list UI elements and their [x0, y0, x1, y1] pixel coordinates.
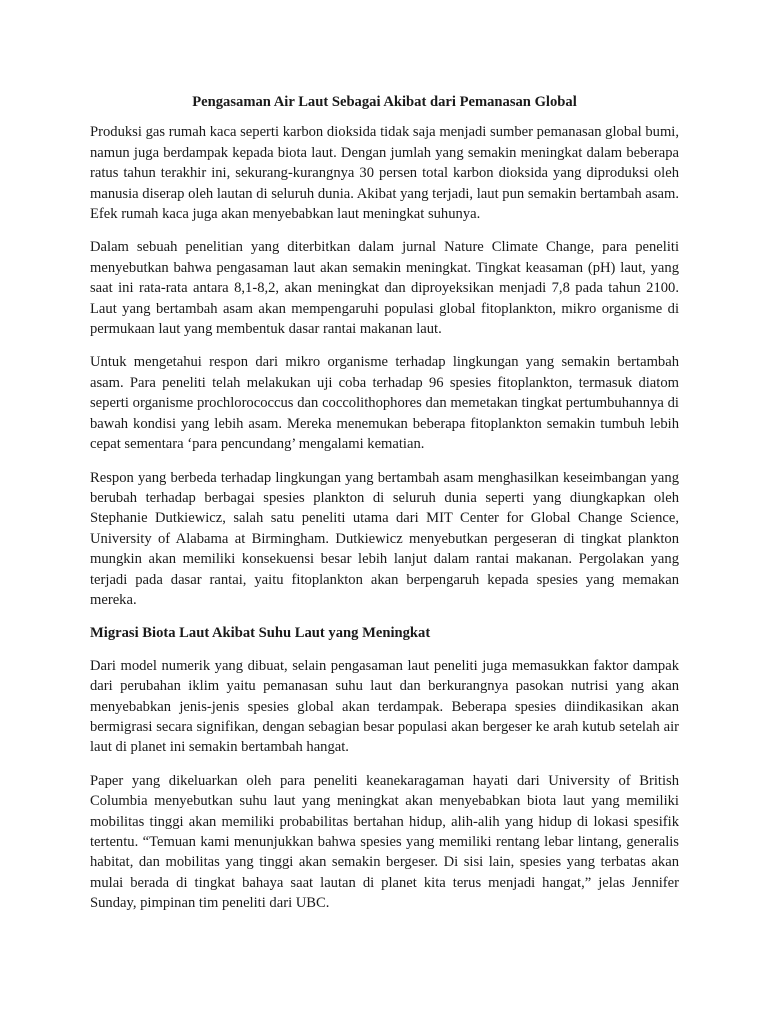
paragraph-3: Untuk mengetahui respon dari mikro organisme terhadap lingkungan yang semakin bertambah asam. Para peneliti telah melakukan uji coba terhadap 96 spesies fitoplankton, termasuk diatom seperti organisme prochlorococcus dan coccolithophores dan memetakan tingkat pertumbuhannya di bawah kondisi yang lebih asam. Mereka menemukan beberapa fitoplankton semakin tumbuh lebih cepat sementara ‘para pencundang’ mengalami kematian.: [90, 354, 679, 453]
paragraph-4: Respon yang berbeda terhadap lingkungan yang bertambah asam menghasilkan keseimbangan yang berubah terhadap berbagai spesies plankton di seluruh dunia seperti yang diungkapkan oleh Stephanie Dutkiewicz, salah satu peneliti utama dari MIT Center for Global Change Science, University of Alabama at Birmingham. Dutkiewicz menyebutkan pergeseran di tingkat plankton mungkin akan memiliki konsekuensi besar lebih lanjut dalam rantai makanan. Pergolakan yang terjadi pada dasar rantai, yaitu fitoplankton akan berpengaruh kepada spesies yang memakan mereka.: [90, 469, 679, 608]
paragraph-2: Dalam sebuah penelitian yang diterbitkan dalam jurnal Nature Climate Change, para peneliti menyebutkan bahwa pengasaman laut akan semakin meningkat. Tingkat keasaman (pH) laut, yang saat ini rata-rata antara 8,1-8,2, akan meningkat dan diproyeksikan menjadi 7,8 pada tahun 2100. Laut yang bertambah asam akan mempengaruhi populasi global fitoplankton, mikro organisme di permukaan laut yang membentuk dasar rantai makanan laut.: [90, 239, 679, 338]
paragraph-5: Dari model numerik yang dibuat, selain pengasaman laut peneliti juga memasukkan faktor dampak dari perubahan iklim yaitu pemanasan suhu laut dan berkurangnya pasokan nutrisi yang akan menyebabkan jenis-jenis spesies global akan terdampak. Beberapa spesies diindikasikan akan bermigrasi secara signifikan, dengan sebagian besar populasi akan bergeser ke arah kutub setelah air laut di planet ini semakin bertambah hangat.: [90, 657, 679, 756]
section-heading: Migrasi Biota Laut Akibat Suhu Laut yang Meningkat: [90, 625, 431, 642]
paragraph-1: Produksi gas rumah kaca seperti karbon dioksida tidak saja menjadi sumber pemanasan global bumi, namun juga berdampak kepada biota laut. Dengan jumlah yang semakin meningkat dalam beberapa ratus tahun terakhir ini, sekurang-kurangnya 30 persen total karbon dioksida yang diproduksi oleh manusia diserap oleh lautan di seluruh dunia. Akibat yang terjadi, laut pun semakin bertambah asam. Efek rumah kaca juga akan menyebabkan laut meningkat suhunya.: [90, 124, 679, 223]
paragraph-6: Paper yang dikeluarkan oleh para peneliti keanekaragaman hayati dari University of British Columbia menyebutkan suhu laut yang meningkat akan menyebabkan biota laut yang memiliki mobilitas tinggi akan memiliki probabilitas bertahan hidup, alih-alih yang hidup di lokasi spesifik tertentu. “Temuan kami menunjukkan bahwa spesies yang memiliki rentang lebar lintang, generalis habitat, dan mobilitas yang tinggi akan semakin bergeser. Di sisi lain, spesies yang terbatas akan mulai berada di tingkat bahaya saat lautan di planet kita terus menjadi hangat,” jelas Jennifer Sunday, pimpinan tim peneliti dari UBC.: [90, 772, 679, 912]
document-title: Pengasaman Air Laut Sebagai Akibat dari Pemanasan Global: [192, 94, 577, 110]
